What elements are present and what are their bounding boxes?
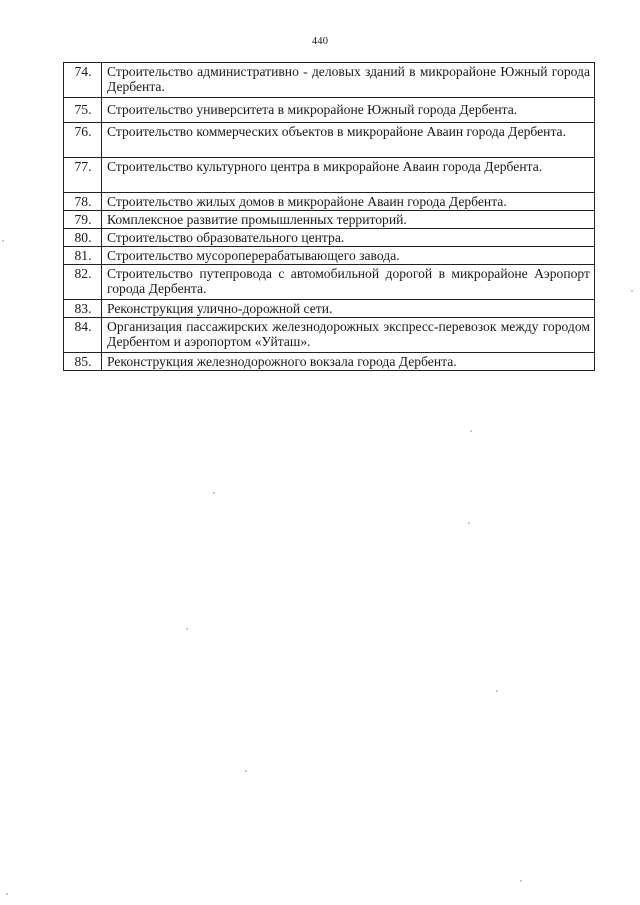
table-row	[64, 123, 595, 158]
row-description: Реконструкция улично-дорожной сети.	[102, 300, 595, 318]
table-row	[64, 300, 595, 318]
row-number: 77.	[64, 158, 102, 193]
table-row	[64, 63, 595, 98]
table-row	[64, 211, 595, 229]
row-description: Строительство административно - деловых зданий в микрорайоне Южный города Дербента.	[102, 63, 595, 98]
row-number: 82.	[64, 265, 102, 300]
row-number: 83.	[64, 300, 102, 318]
scan-speck	[470, 430, 472, 432]
table-row	[64, 229, 595, 247]
row-description: Комплексное развитие промышленных территорий.	[102, 211, 595, 229]
scan-speck	[520, 880, 522, 882]
table-row	[64, 353, 595, 371]
scan-speck	[186, 628, 188, 630]
table-row	[64, 98, 595, 123]
page-number: 440	[311, 36, 329, 47]
row-description: Реконструкция железнодорожного вокзала города Дербента.	[102, 353, 595, 371]
table-row	[64, 158, 595, 193]
measures-table	[63, 62, 595, 371]
row-description: Строительство путепровода с автомобильной дорогой в микрорайоне Аэропорт города Дербента.	[102, 265, 595, 300]
row-number: 79.	[64, 211, 102, 229]
scan-speck	[213, 492, 215, 494]
row-description: Организация пассажирских железнодорожных экспресс-перевозок между городом Дербентом и аэропортом «Уйташ».	[102, 318, 595, 353]
scan-speck	[631, 290, 633, 292]
row-number: 76.	[64, 123, 102, 158]
row-description: Строительство университета в микрорайоне Южный города Дербента.	[102, 98, 595, 123]
scan-speck	[245, 770, 247, 772]
scan-speck	[468, 522, 470, 524]
row-number: 84.	[64, 318, 102, 353]
row-description: Строительство коммерческих объектов в микрорайоне Аваин города Дербента.	[102, 123, 595, 158]
row-number: 81.	[64, 247, 102, 265]
row-description: Строительство жилых домов в микрорайоне Аваин города Дербента.	[102, 193, 595, 211]
scan-speck	[496, 690, 498, 692]
row-number: 80.	[64, 229, 102, 247]
row-number: 85.	[64, 353, 102, 371]
row-number: 78.	[64, 193, 102, 211]
row-number: 75.	[64, 98, 102, 123]
row-description: Строительство образовательного центра.	[102, 229, 595, 247]
row-description: Строительство культурного центра в микрорайоне Аваин города Дербента.	[102, 158, 595, 193]
table-row	[64, 318, 595, 353]
row-number: 74.	[64, 63, 102, 98]
table-row	[64, 265, 595, 300]
table-row	[64, 247, 595, 265]
scan-speck	[6, 893, 8, 895]
scan-speck	[2, 240, 4, 242]
row-description: Строительство мусороперерабатывающего завода.	[102, 247, 595, 265]
table-row	[64, 193, 595, 211]
